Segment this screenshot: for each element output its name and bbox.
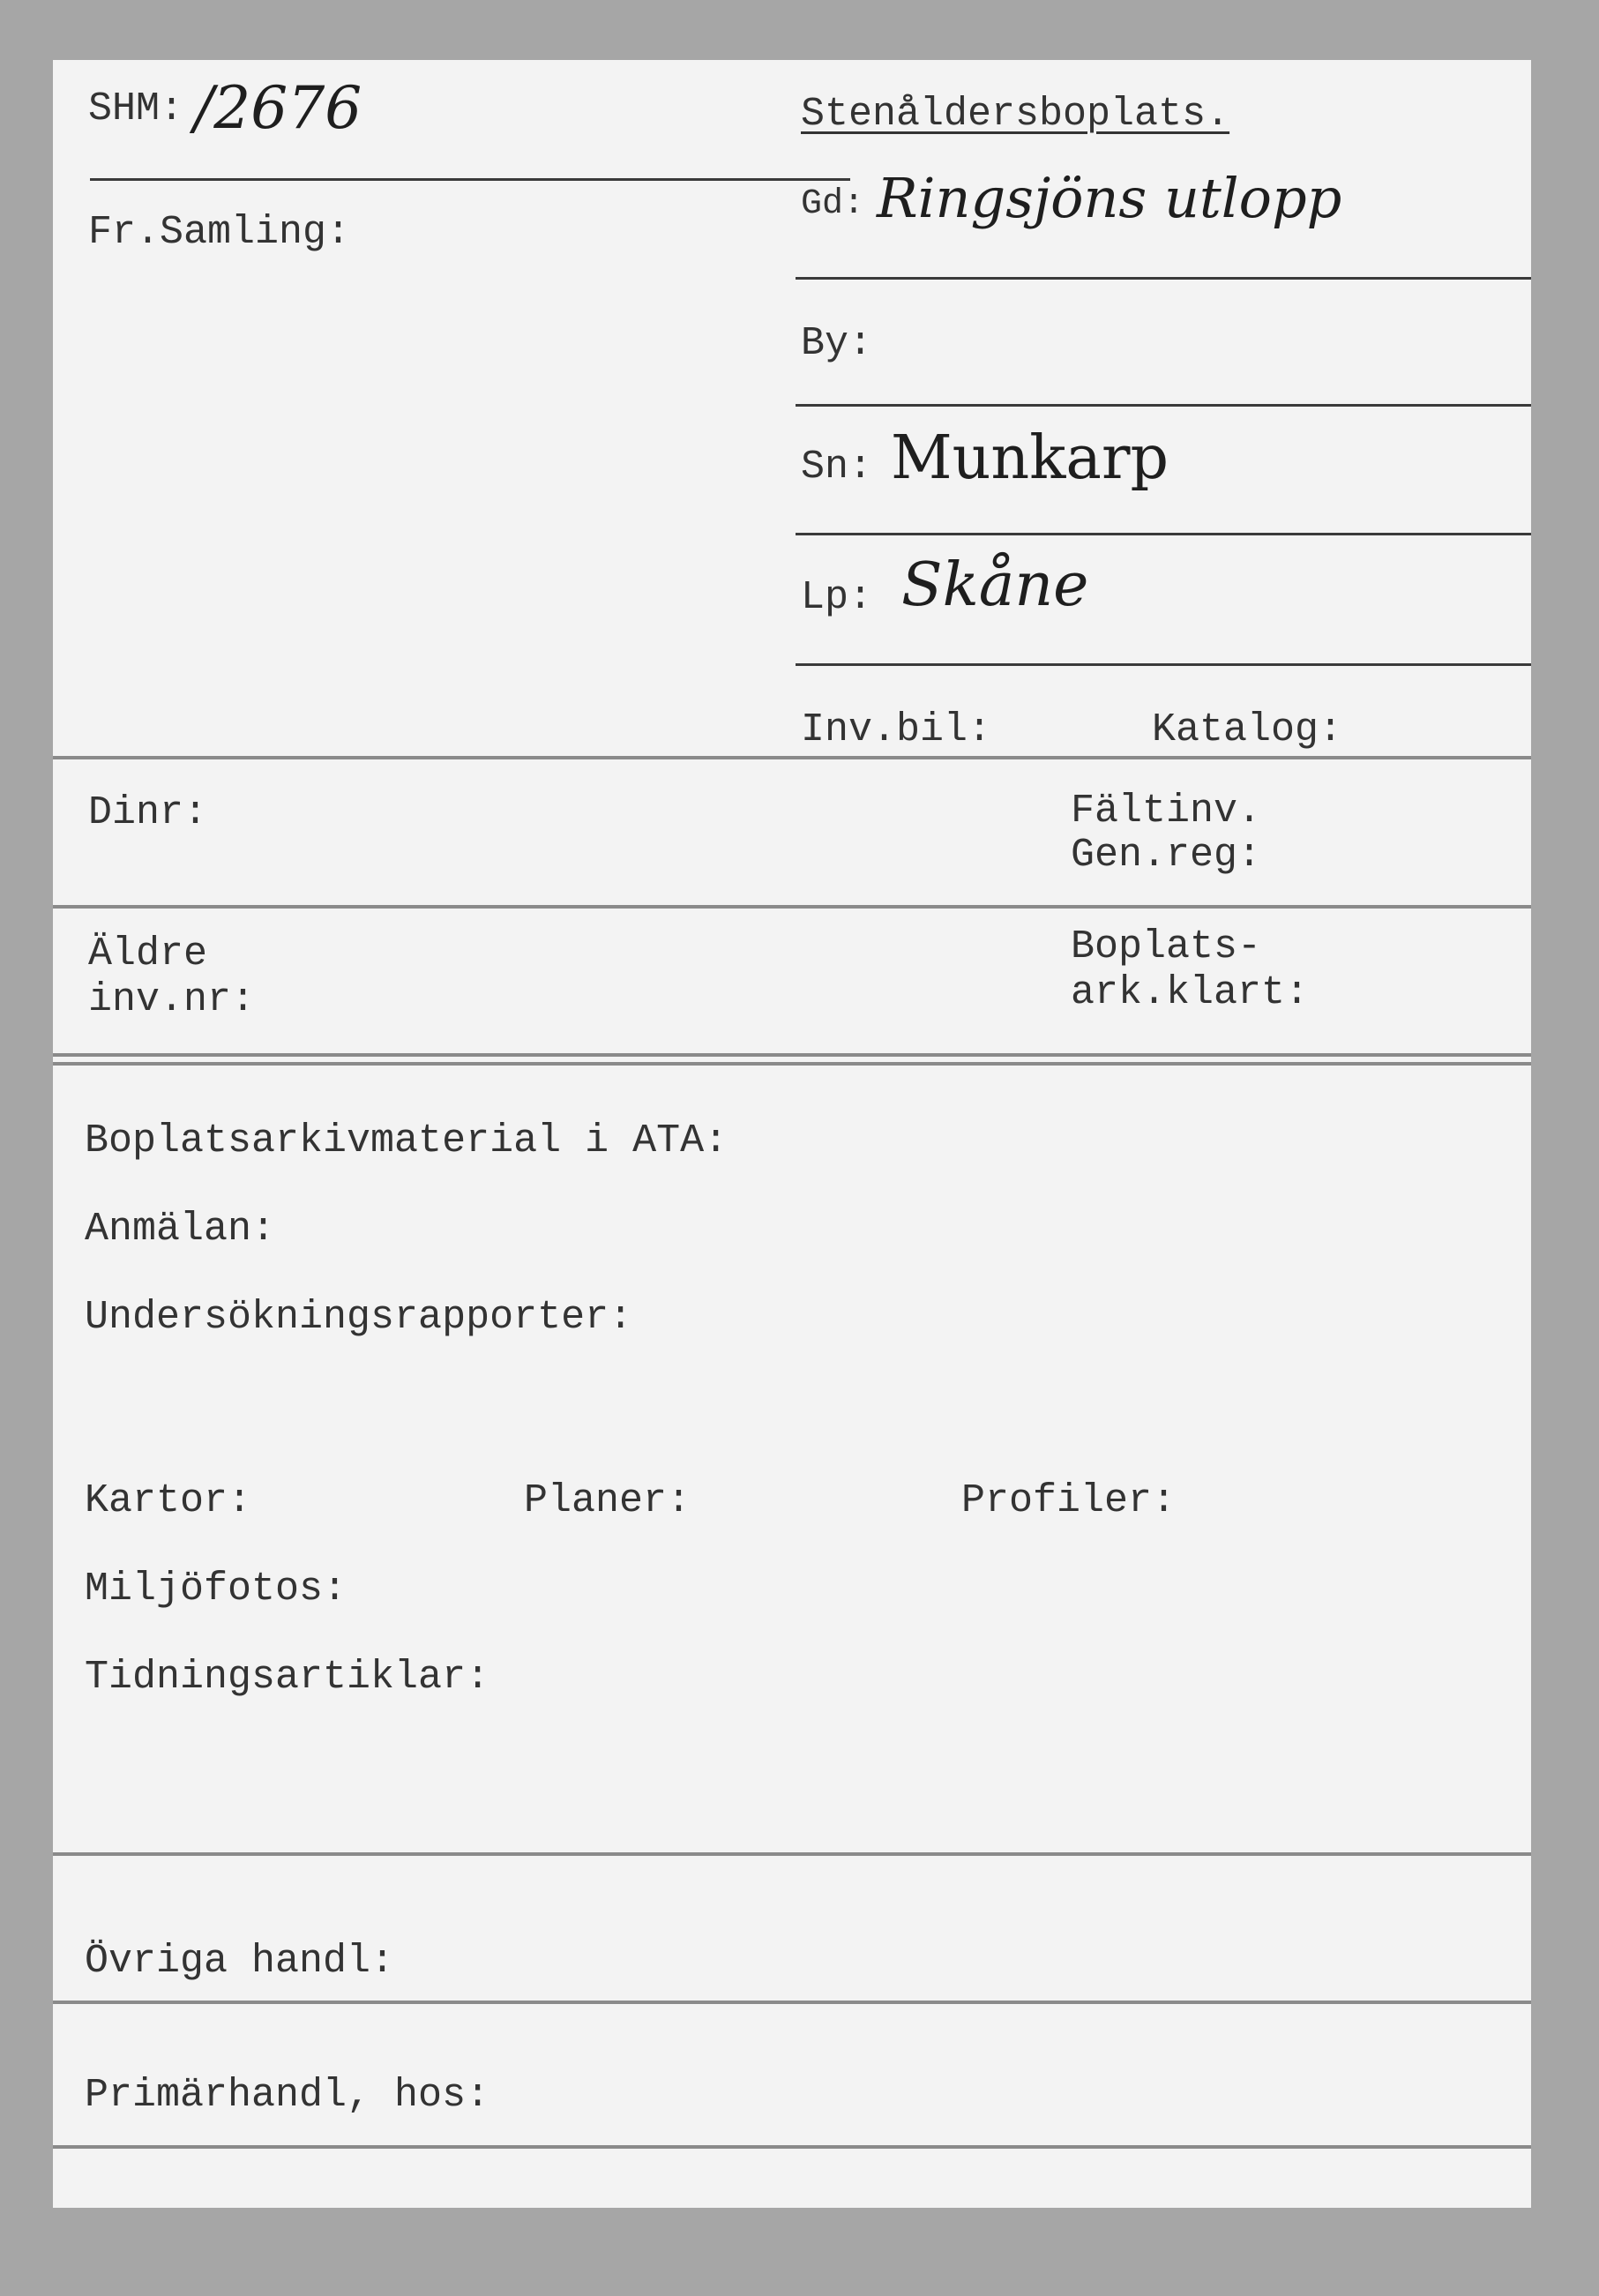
- lp-rule: [796, 663, 1531, 666]
- tidning-label: Tidningsartiklar:: [85, 1655, 490, 1700]
- lp-label: Lp:: [801, 575, 873, 620]
- divider-2: [53, 905, 1531, 909]
- by-rule: [796, 404, 1531, 407]
- ovriga-label: Övriga handl:: [85, 1939, 395, 1984]
- primar-label: Primärhandl, hos:: [85, 2073, 490, 2118]
- divider-6: [53, 2145, 1531, 2149]
- kartor-label: Kartor:: [85, 1478, 252, 1523]
- fr-samling-label: Fr.Samling:: [88, 210, 351, 255]
- divider-1: [53, 756, 1531, 759]
- shm-label: SHM:: [88, 86, 184, 131]
- katalog-label: Katalog:: [1152, 707, 1343, 752]
- shm-rule: [90, 178, 850, 181]
- aldre-label: Äldre: [88, 931, 208, 976]
- divider-5: [53, 2001, 1531, 2004]
- planer-label: Planer:: [524, 1478, 691, 1523]
- inv-nr-label: inv.nr:: [88, 977, 256, 1022]
- shm-value: /2676: [194, 74, 362, 142]
- boplatsarkiv-label: Boplatsarkivmaterial i ATA:: [85, 1118, 729, 1163]
- gd-label: Gd:: [801, 184, 865, 224]
- card-heading: Stenåldersboplats.: [801, 92, 1230, 137]
- miljofotos-label: Miljöfotos:: [85, 1567, 347, 1612]
- by-label: By:: [801, 321, 873, 366]
- divider-4: [53, 1852, 1531, 1856]
- anmalan-label: Anmälan:: [85, 1207, 276, 1252]
- gd-rule: [796, 277, 1531, 280]
- inv-bil-label: Inv.bil:: [801, 707, 992, 752]
- sn-rule: [796, 533, 1531, 535]
- boplats-label: Boplats-: [1071, 924, 1262, 969]
- divider-3a: [53, 1053, 1531, 1057]
- gd-value: Ringsjöns utlopp: [877, 166, 1342, 230]
- faltinv-label: Fältinv.: [1071, 789, 1262, 834]
- lp-value: Skåne: [901, 550, 1089, 620]
- ark-klart-label: ark.klart:: [1071, 970, 1310, 1015]
- dinr-label: Dinr:: [88, 790, 208, 835]
- divider-3b: [53, 1062, 1531, 1066]
- sn-label: Sn:: [801, 445, 873, 490]
- gen-reg-label: Gen.reg:: [1071, 833, 1262, 878]
- profiler-label: Profiler:: [961, 1478, 1177, 1523]
- sn-value: Munkarp: [891, 423, 1169, 493]
- catalog-card: [53, 60, 1531, 2208]
- undersokning-label: Undersökningsrapporter:: [85, 1295, 633, 1340]
